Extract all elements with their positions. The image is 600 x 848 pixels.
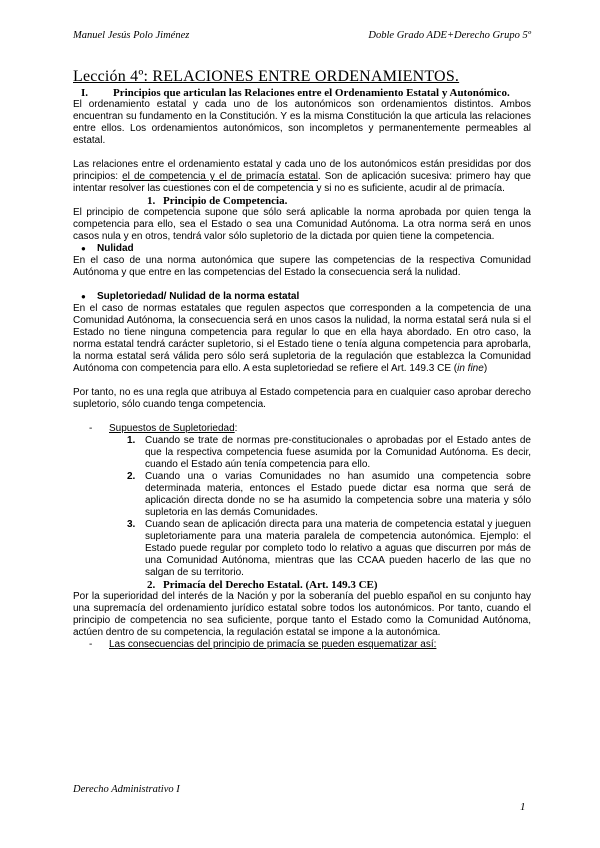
subheading-primacia — [73, 579, 531, 591]
subheading-competencia — [73, 195, 531, 207]
subheading-text: Primacía del Derecho Estatal. (Art. 149.3 CE) — [163, 579, 378, 591]
list-text: Cuando sean de aplicación directa para una materia de competencia estatal y jueguen supletoriamente para una materia paralela de competencia autonómica. Ejemplo: el Estado puede regular por completo todo lo relativo a aguas que discurren por más de una Comunidad Autónoma, mientras que las CCAA pueden hacerlo de las que no salgan de su territorio. — [145, 519, 531, 578]
dash-heading: Supuestos de Supletoriedad — [109, 423, 235, 434]
subheading-number: 2. — [147, 579, 156, 591]
paragraph-principles — [73, 159, 531, 195]
bullet-label: Supletoriedad/ Nulidad de la norma estatal — [97, 291, 300, 302]
paragraph-intro: El ordenamiento estatal y cada uno de los autonómicos son ordenamientos distintos. Ambos encuentran su fundamento en la Constitución. Y es la misma Constitución la que articula las relaciones entre ellos. Los ordenamientos autonómicos, son incompletos y permanentemente permeables al estatal. — [73, 99, 531, 146]
paragraph-supletoriedad — [73, 303, 531, 375]
list-text: Cuando una o varias Comunidades no han asumido una competencia sobre determinada materia, entonces el Estado puede dictar esa norma que será de aplicación directa donde no se ha asumido la competencia sobre una materia y sólo supletoria en las demás Comunidades. — [145, 471, 531, 518]
bullet-icon: ● — [81, 292, 86, 301]
paragraph-regla: Por tanto, no es una regla que atribuya al Estado competencia para en cualquier caso aprobar derecho supletorio, sólo cuando tenga competencia. — [73, 387, 531, 410]
dash-consecuencias — [73, 639, 531, 651]
bullet-label: Nulidad — [97, 243, 134, 254]
page-title: Lección 4º: RELACIONES ENTRE ORDENAMIENTOS. — [73, 68, 460, 85]
list-number: 1. — [127, 435, 136, 446]
dash-colon: : — [234, 423, 238, 434]
list-text: Cuando se trate de normas pre-constitucionales o aprobadas por el Estado antes de que la respectiva competencia fuese asumida por la Comunidad Autónoma. Es decir, cuando el Estado aún tenía competencia para ello. — [145, 435, 531, 470]
header-author: Manuel Jesús Polo Jiménez — [73, 30, 190, 41]
italic-in-fine: in fine — [457, 363, 484, 374]
paragraph-text: Las relaciones entre el ordenamiento estatal y cada uno de los autonómicos están presididas por dos principios: — [73, 159, 531, 182]
dash-marker: - — [89, 639, 93, 650]
underlined-principles: el de competencia y el de primacía estatal — [122, 171, 318, 182]
dash-heading: Las consecuencias del principio de primacía se pueden esquematizar así: — [109, 639, 437, 650]
footer-subject: Derecho Administrativo I — [73, 784, 180, 795]
bullet-supletoriedad — [73, 291, 531, 303]
list-item — [73, 435, 531, 471]
dash-supuestos — [73, 423, 531, 435]
list-number: 3. — [127, 519, 136, 530]
header-course: Doble Grado ADE+Derecho Grupo 5º — [368, 30, 531, 41]
paragraph-competencia: El principio de competencia supone que sólo será aplicable la norma aprobada por quien tenga la competencia para ello, sea el Estado o sea una Comunidad Autónoma. La otra norma será en unos casos nula y en otros, tendrá valor sólo supletorio de la dictada por quien tiene la competencia. — [73, 207, 531, 242]
bullet-icon: ● — [81, 244, 86, 253]
section-number: I. — [81, 87, 89, 99]
subheading-number: 1. — [147, 195, 156, 207]
paragraph-nulidad: En el caso de una norma autonómica que supere las competencias de la respectiva Comunidad Autónoma y que entre en las competencias del Estado la consecuencia será la nulidad. — [73, 255, 531, 278]
list-item — [73, 471, 531, 519]
list-number: 2. — [127, 471, 136, 482]
list-item — [73, 519, 531, 579]
supuestos-list — [73, 435, 531, 579]
paragraph-text: . Son de aplicación sucesiva: primero hay que intentar resolver las cuestiones con el de competencia y si no es suficiente, acudir al de primacía. — [73, 171, 531, 194]
section-heading-1 — [73, 87, 531, 99]
subheading-text: Principio de Competencia. — [163, 195, 288, 207]
dash-marker: - — [89, 423, 93, 434]
bullet-nulidad — [73, 243, 531, 255]
section-title: Principios que articulan las Relaciones entre el Ordenamiento Estatal y Autonómico. — [113, 87, 510, 99]
paragraph-text: En el caso de normas estatales que regulen aspectos que corresponden a la competencia de una Comunidad Autónoma, la consecuencia será en unos casos la nulidad, la norma estatal será nula si el Estado no tiene ninguna competencia para regular lo que en ella haya abordado. En otro caso, la norma estatal tendrá carácter supletorio, si el Estado tiene o tenía alguna competencia para aprobarla, la norma estatal será válida pero sólo será supletoria de la regulación que establezca la Comunidad Autónoma con competencia para ello. A esta supletoriedad se refiere el Art. 149.3 CE ( — [73, 303, 531, 374]
paragraph-primacia: Por la superioridad del interés de la Nación y por la soberanía del pueblo español en su conjunto hay una supremacía del ordenamiento jurídico estatal sobre todos los autonómicos. Por tanto, cuando el principio de competencia no sea suficiente, porque tanto el Estado como la Comunidad Autónoma, actúen dentro de su competencia, la regulación estatal se impone a la autonómica. — [73, 591, 531, 638]
page-number: 1 — [520, 801, 526, 813]
document-body — [73, 68, 531, 651]
paragraph-text: ) — [483, 363, 488, 374]
